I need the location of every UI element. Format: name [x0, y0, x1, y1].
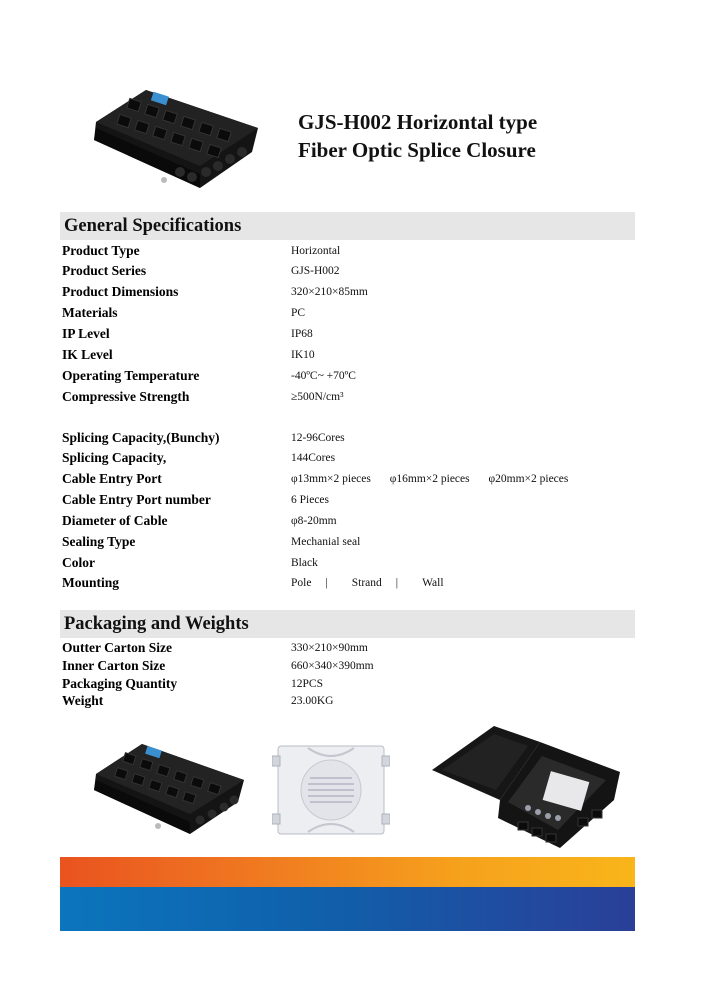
spec-value: 12PCS: [291, 678, 323, 690]
title-line-1: GJS-H002 Horizontal type: [298, 110, 538, 134]
spec-label: Splicing Capacity,: [62, 450, 167, 465]
spec-row: [62, 325, 622, 343]
spec-label: Product Series: [62, 263, 147, 278]
spec-row: [62, 388, 622, 406]
spec-row: [62, 367, 622, 385]
product-image-open: [428, 722, 624, 854]
entry-port-size: φ13mm×2 pieces: [291, 473, 371, 485]
spec-row: [62, 283, 622, 301]
section-title: Packaging and Weights: [64, 614, 249, 634]
spec-label: IP Level: [62, 326, 110, 341]
banner-orange: [60, 857, 635, 887]
mounting-option: Strand: [351, 577, 382, 589]
spec-value: Mechanial seal: [291, 536, 361, 548]
product-image-top: [88, 82, 263, 194]
spec-row: [62, 675, 622, 693]
spec-row: [62, 346, 622, 364]
product-image-closed: [88, 738, 248, 838]
spec-label: Outter Carton Size: [62, 640, 172, 655]
spec-label: Mounting: [62, 575, 120, 590]
spec-label: Materials: [62, 305, 118, 320]
spec-value: [291, 470, 568, 488]
spec-value: 144Cores: [291, 452, 336, 464]
spec-value: PC: [291, 307, 306, 319]
spec-label: Compressive Strength: [62, 389, 190, 404]
spec-value: 6 Pieces: [291, 494, 330, 506]
spec-label: Color: [62, 555, 95, 570]
spec-value: IK10: [291, 349, 315, 361]
spec-row: [62, 470, 622, 488]
spec-value: GJS-H002: [291, 265, 340, 277]
separator: |: [395, 577, 399, 589]
spec-value: 12-96Cores: [291, 432, 345, 444]
spec-row: [62, 491, 622, 509]
spec-row: [62, 639, 622, 657]
spec-row: [62, 574, 622, 592]
spec-row: [62, 657, 622, 675]
spec-value: -40ºC~ +70ºC: [291, 370, 356, 382]
mounting-option: Wall: [422, 577, 444, 589]
spec-row: [62, 304, 622, 322]
spec-label: Product Dimensions: [62, 284, 179, 299]
spec-value: 23.00KG: [291, 695, 334, 707]
separator: |: [325, 577, 328, 589]
section-title: General Specifications: [64, 216, 242, 236]
spec-value: Black: [291, 557, 318, 569]
spec-label: Cable Entry Port number: [62, 492, 211, 507]
spec-value: 330×210×90mm: [291, 642, 368, 654]
spec-value: φ8-20mm: [291, 515, 337, 527]
spec-label: Weight: [62, 693, 104, 708]
spec-label: Diameter of Cable: [62, 513, 168, 528]
banner-blue: [60, 887, 635, 931]
spec-label: Product Type: [62, 243, 140, 258]
spec-value: 660×340×390mm: [291, 660, 374, 672]
spec-row: [62, 512, 622, 530]
spec-label: Cable Entry Port: [62, 471, 162, 486]
spec-value: IP68: [291, 328, 313, 340]
mounting-option: Pole: [291, 577, 312, 589]
spec-row: [62, 262, 622, 280]
entry-port-size: φ16mm×2 pieces: [389, 473, 470, 485]
spec-value: Horizontal: [291, 245, 341, 257]
splice-tray-image: [272, 742, 390, 838]
spec-row: [62, 692, 622, 710]
spec-label: Inner Carton Size: [62, 658, 166, 673]
spec-row: [62, 554, 622, 572]
spec-row: [62, 449, 622, 467]
spec-row: [62, 429, 622, 447]
spec-label: Packaging Quantity: [62, 676, 178, 691]
spec-label: Splicing Capacity,(Bunchy): [62, 430, 220, 445]
packaging-header: [60, 610, 635, 638]
spec-value: ≥500N/cm³: [291, 391, 344, 403]
spec-label: IK Level: [62, 347, 113, 362]
general-specifications-header: [60, 212, 635, 240]
spec-row: [62, 533, 622, 551]
entry-port-size: φ20mm×2 pieces: [488, 473, 569, 485]
spec-value: 320×210×85mm: [291, 286, 368, 298]
title-line-2: Fiber Optic Splice Closure: [298, 138, 536, 162]
spec-value: [291, 574, 444, 592]
product-title: [298, 108, 678, 164]
spec-label: Operating Temperature: [62, 368, 200, 383]
spec-row: [62, 242, 622, 260]
spec-label: Sealing Type: [62, 534, 136, 549]
